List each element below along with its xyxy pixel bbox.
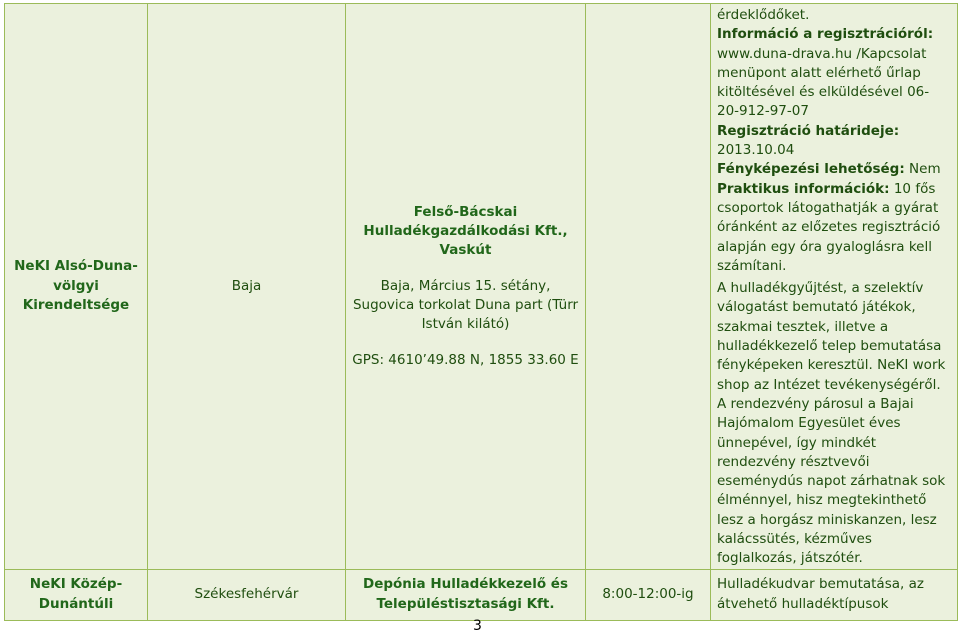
time-cell bbox=[586, 4, 711, 570]
company-cell: Depónia Hulladékkezelő és Településtisztasági Kft. bbox=[346, 569, 586, 620]
description-cell bbox=[711, 4, 958, 570]
photo-label: Fényképezési lehetőség: bbox=[717, 161, 905, 178]
table-row bbox=[5, 569, 958, 620]
time-cell: 8:00-12:00-ig bbox=[586, 569, 711, 620]
deadline-label: Regisztráció határideje: bbox=[717, 122, 900, 139]
photo-value: Nem bbox=[909, 161, 941, 178]
city-cell: Baja bbox=[148, 4, 346, 570]
region-cell: NeKI Alsó-Duna-völgyi Kirendeltsége bbox=[5, 4, 148, 570]
company-name: Felső-Bácskai Hulladékgazdálkodási Kft., Vaskút bbox=[363, 203, 568, 259]
registration-info-text: www.duna-drava.hu /Kapcsolat menüpont alatt elérhető űrlap kitöltésével és elküldésével 06-20-912-97-07 bbox=[717, 45, 930, 120]
description-cell: Hulladékudvar bemutatása, az átvehető hulladéktípusok bbox=[711, 569, 958, 620]
city-cell: Székesfehérvár bbox=[148, 569, 346, 620]
event-description: A hulladékgyűjtést, a szelektív válogatást bemutató játékok, szakmai tesztek, illetve a hulladékkezelő telep bemutatása fényképeken keresztül. NeKI work shop az Intézet tevékenységéről. A rendezvény párosul a Bajai Hajómalom Egyesület éves ünnepével, így mindkét rendezvény résztvevői eseménydús napot zárhatnak sok élménnyel, hisz megtekinthető lesz a horgász miniskanzen, lesz kalácssütés, kézműves foglalkozás, játszótér. bbox=[717, 280, 946, 567]
deadline-value: 2013.10.04 bbox=[717, 142, 795, 159]
gps-coordinates: GPS: 4610’49.88 N, 1855 33.60 E bbox=[352, 351, 579, 368]
events-table bbox=[4, 3, 958, 621]
practical-label: Praktikus információk: bbox=[717, 180, 890, 197]
region-cell: NeKI Közép-Dunántúli bbox=[5, 569, 148, 620]
event-address: Baja, Március 15. sétány, Sugovica torkolat Duna part (Türr István kilátó) bbox=[352, 277, 579, 333]
page-number: 3 bbox=[473, 618, 482, 634]
practical-value: 10 fős csoportok látogathatják a gyárat óránként az előzetes regisztráció alapján egy óra gyaloglásra kell számítani. bbox=[717, 180, 941, 274]
table-row bbox=[5, 4, 958, 570]
company-cell bbox=[346, 4, 586, 570]
desc-continued: érdeklődőket. bbox=[717, 7, 810, 23]
registration-info-label: Információ a regisztrációról: bbox=[717, 26, 934, 43]
